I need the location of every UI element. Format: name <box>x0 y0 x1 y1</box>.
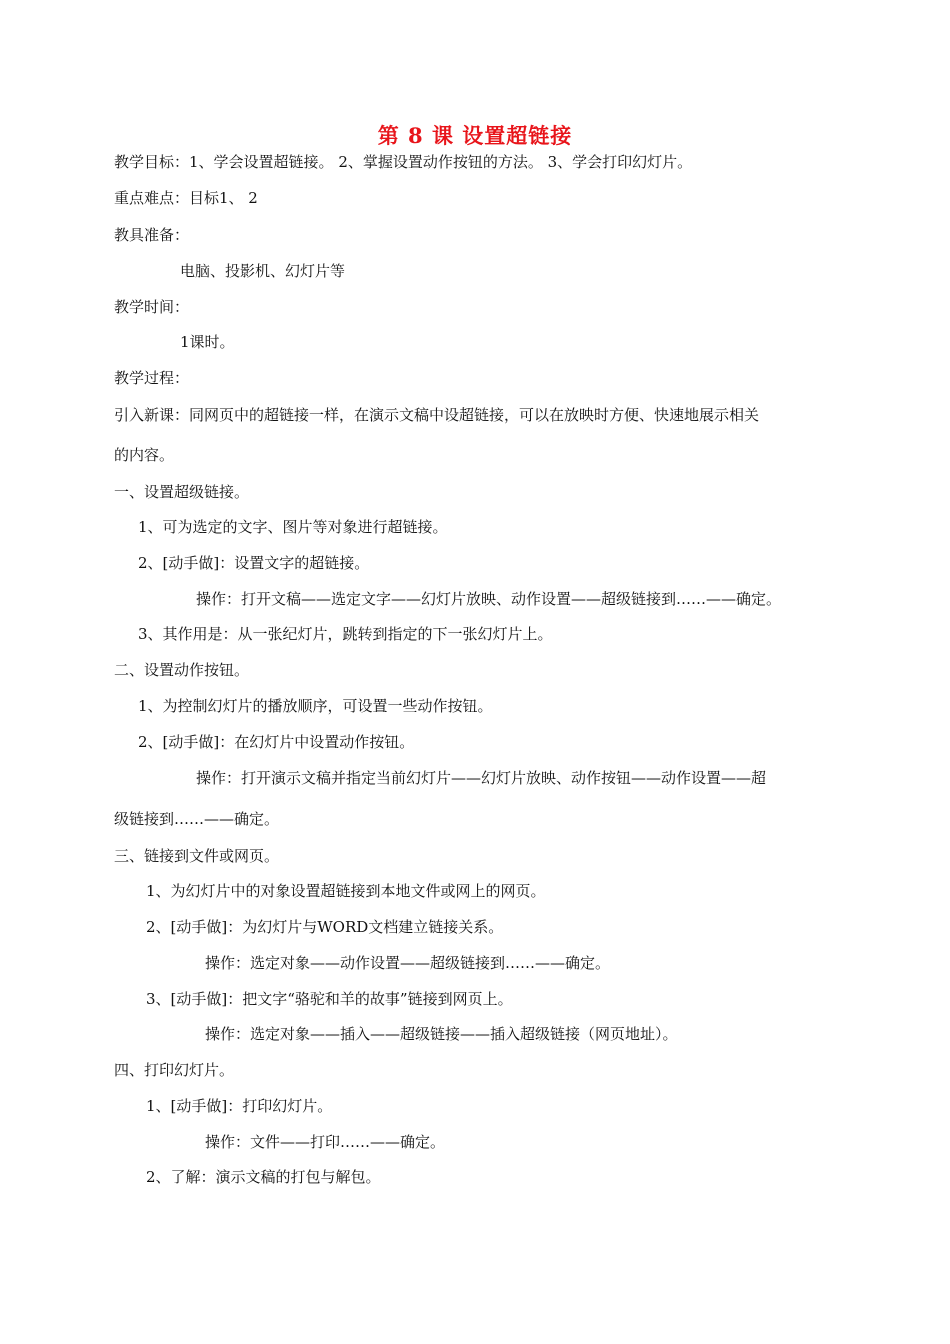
section-4-item-1: 1、[动手做]：打印幻灯片。 <box>146 1097 333 1115</box>
section-1-heading: 一、设置超级链接。 <box>114 483 250 501</box>
section-4-heading: 四、打印幻灯片。 <box>114 1061 235 1079</box>
section-3-heading: 三、链接到文件或网页。 <box>114 847 280 865</box>
page-title: 第 8 课 设置超链接 <box>377 123 573 148</box>
section-1-item-2: 2、[动手做]：设置文字的超链接。 <box>138 554 370 572</box>
section-2-heading: 二、设置动作按钮。 <box>114 661 250 679</box>
section-3-item-3: 3、[动手做]：把文字“骆驼和羊的故事”链接到网页上。 <box>146 990 513 1008</box>
section-1-operation: 操作：打开文稿——选定文字——幻灯片放映、动作设置——超级链接到……——确定。 <box>196 590 782 608</box>
objectives-line: 教学目标：1、学会设置超链接。 2、掌握设置动作按钮的方法。 3、学会打印幻灯片。 <box>114 153 693 171</box>
time-line: 1课时。 <box>180 333 235 351</box>
materials-line: 电脑、投影机、幻灯片等 <box>180 262 346 280</box>
intro-line: 引入新课：同网页中的超链接一样，在演示文稿中设超链接，可以在放映时方便、快速地展示相关 <box>114 406 760 424</box>
key-points-line: 重点难点：目标1、 2 <box>114 189 258 207</box>
section-3-operation-1: 操作：选定对象——动作设置——超级链接到……——确定。 <box>205 954 611 972</box>
section-3-operation-2: 操作：选定对象——插入——超级链接——插入超级链接（网页地址）。 <box>205 1025 678 1043</box>
section-4-operation: 操作：文件——打印……——确定。 <box>205 1133 446 1151</box>
intro-line-cont: 的内容。 <box>114 446 175 464</box>
section-4-item-2: 2、了解：演示文稿的打包与解包。 <box>146 1168 381 1186</box>
section-1-item-1: 1、可为选定的文字、图片等对象进行超链接。 <box>138 518 448 536</box>
process-heading: 教学过程： <box>114 369 190 387</box>
materials-heading: 教具准备： <box>114 226 190 244</box>
time-heading: 教学时间： <box>114 298 190 316</box>
section-3-item-2: 2、[动手做]：为幻灯片与WORD文档建立链接关系。 <box>146 918 504 936</box>
section-2-operation-cont: 级链接到……——确定。 <box>114 810 280 828</box>
section-2-item-1: 1、为控制幻灯片的播放顺序，可设置一些动作按钮。 <box>138 697 493 715</box>
section-2-item-2: 2、[动手做]：在幻灯片中设置动作按钮。 <box>138 733 415 751</box>
section-3-item-1: 1、为幻灯片中的对象设置超链接到本地文件或网上的网页。 <box>146 882 546 900</box>
section-1-item-3: 3、其作用是：从一张纪灯片，跳转到指定的下一张幻灯片上。 <box>138 625 553 643</box>
section-2-operation: 操作：打开演示文稿并指定当前幻灯片——幻灯片放映、动作按钮——动作设置——超 <box>196 769 767 787</box>
